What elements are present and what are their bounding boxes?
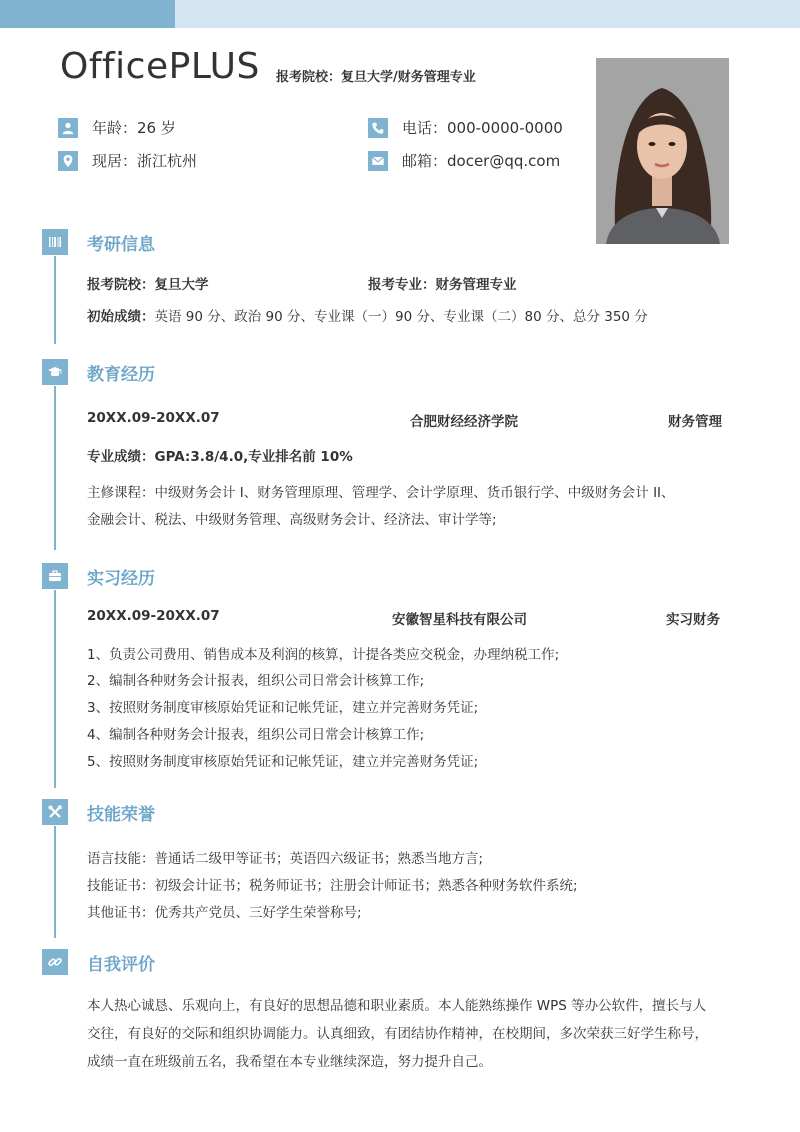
skill-item: 技能证书：初级会计证书；税务师证书；注册会计师证书；熟悉各种财务软件系统; bbox=[87, 878, 578, 894]
internship-role: 实习财务 bbox=[666, 612, 720, 628]
self-eval-line: 成绩一直在班级前五名，我希望在本专业继续深造，努力提升自己。 bbox=[87, 1054, 492, 1070]
residence-text: 现居：浙江杭州 bbox=[92, 152, 198, 170]
residence-info bbox=[58, 150, 197, 171]
internship-duty: 2、编制各种财务会计报表，组织公司日常会计核算工作; bbox=[87, 673, 425, 689]
age-info bbox=[58, 117, 176, 138]
section-header-internship bbox=[42, 563, 155, 589]
timeline-segment bbox=[54, 826, 56, 938]
section-title: 实习经历 bbox=[87, 568, 155, 589]
internship-duty: 1、负责公司费用、销售成本及利润的核算，计提各类应交税金，办理纳税工作; bbox=[87, 647, 560, 663]
link-icon bbox=[42, 949, 68, 975]
email-info bbox=[368, 150, 560, 171]
education-courses-line: 主修课程：中级财务会计 I、财务管理原理、管理学、会计学原理、货币银行学、中级财务会计 II、 bbox=[87, 485, 675, 501]
candidate-name: OfficePLUS bbox=[60, 46, 260, 87]
mail-icon bbox=[368, 151, 388, 171]
briefcase-icon bbox=[42, 563, 68, 589]
skill-item: 其他证书：优秀共产党员、三好学生荣誉称号; bbox=[87, 905, 362, 921]
internship-duty: 3、按照财务制度审核原始凭证和记帐凭证，建立并完善财务凭证; bbox=[87, 700, 479, 716]
scores-value: 英语 90 分、政治 90 分、专业课（一）90 分、专业课（二）80 分、总分 350 分 bbox=[154, 309, 648, 325]
timeline-segment bbox=[54, 256, 56, 344]
education-courses-line: 金融会计、税法、中级财务管理、高级财务会计、经济法、审计学等; bbox=[87, 512, 497, 528]
section-header-self bbox=[42, 949, 155, 975]
kaoyan-school: 报考院校：复旦大学 bbox=[87, 277, 209, 293]
internship-duty: 5、按照财务制度审核原始凭证和记帐凭证，建立并完善财务凭证; bbox=[87, 754, 479, 770]
phone-info bbox=[368, 117, 563, 138]
top-accent-bar bbox=[0, 0, 175, 28]
barcode-icon bbox=[42, 229, 68, 255]
kaoyan-scores bbox=[87, 305, 648, 325]
location-pin-icon bbox=[58, 151, 78, 171]
timeline-segment bbox=[54, 386, 56, 550]
email-text: 邮箱：docer@qq.com bbox=[402, 152, 561, 170]
education-school: 合肥财经经济学院 bbox=[410, 414, 518, 430]
section-header-education bbox=[42, 359, 155, 385]
scores-label: 初始成绩： bbox=[87, 309, 155, 325]
self-eval-line: 本人热心诚恳、乐观向上，有良好的思想品德和职业素质。本人能熟练操作 WPS 等办公软件，擅长与人 bbox=[87, 998, 707, 1014]
internship-date: 20XX.09-20XX.07 bbox=[87, 608, 220, 624]
age-text: 年龄：26 岁 bbox=[92, 119, 176, 137]
phone-icon bbox=[368, 118, 388, 138]
self-eval-line: 交往，有良好的交际和组织协调能力。认真细致，有团结协作精神，在校期间，多次荣获三好学生称号， bbox=[87, 1026, 708, 1042]
internship-company: 安徽智星科技有限公司 bbox=[392, 612, 527, 628]
section-title: 自我评价 bbox=[87, 954, 155, 975]
graduation-cap-icon bbox=[42, 359, 68, 385]
section-header-skills bbox=[42, 799, 155, 825]
person-icon bbox=[58, 118, 78, 138]
kaoyan-major: 报考专业：财务管理专业 bbox=[368, 277, 517, 293]
top-light-bar bbox=[175, 0, 800, 28]
skill-item: 语言技能：普通话二级甲等证书；英语四六级证书；熟悉当地方言; bbox=[87, 851, 484, 867]
education-gpa: 专业成绩：GPA:3.8/4.0,专业排名前 10% bbox=[87, 449, 353, 465]
section-title: 教育经历 bbox=[87, 364, 155, 385]
phone-text: 电话：000-0000-0000 bbox=[402, 119, 563, 137]
target-school: 报考院校：复旦大学/财务管理专业 bbox=[276, 70, 476, 85]
internship-duty: 4、编制各种财务会计报表，组织公司日常会计核算工作; bbox=[87, 727, 425, 743]
tools-icon bbox=[42, 799, 68, 825]
section-title: 考研信息 bbox=[87, 234, 155, 255]
section-header-kaoyan bbox=[42, 229, 155, 255]
section-title: 技能荣誉 bbox=[87, 804, 155, 825]
timeline-segment bbox=[54, 590, 56, 788]
education-date: 20XX.09-20XX.07 bbox=[87, 410, 220, 426]
education-major: 财务管理 bbox=[668, 414, 722, 430]
profile-photo bbox=[596, 58, 729, 244]
